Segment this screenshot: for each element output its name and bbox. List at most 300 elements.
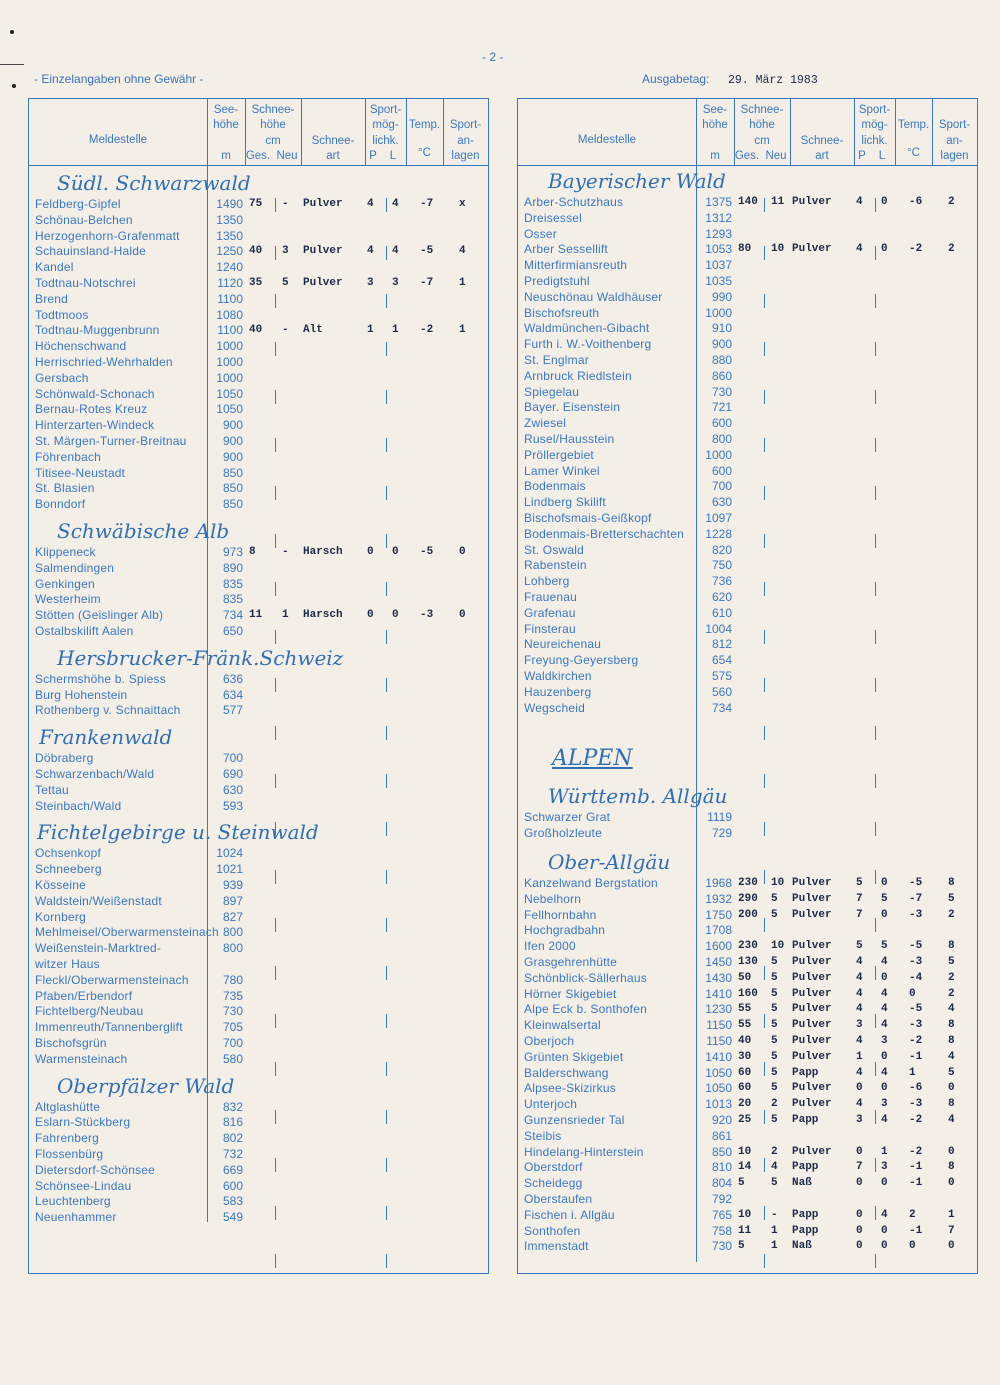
right-table-row [518, 258, 977, 274]
right-tick-sport [875, 438, 876, 452]
right-header-schneehoehe-2: höhe [749, 119, 775, 131]
snow-new-cm: 5 [282, 277, 289, 289]
altitude-m: 1410 [705, 1049, 732, 1064]
station-name: Oberstaufen [524, 1192, 593, 1206]
left-table-row [29, 1004, 488, 1020]
snow-new-cm: - [282, 198, 289, 210]
sport-piste: 5 [856, 877, 863, 889]
sport-facilities: 0 [459, 609, 466, 622]
left-tick-snow [275, 678, 276, 692]
altitude-m: 802 [222, 1131, 243, 1146]
altitude-m: 1230 [705, 1002, 732, 1017]
left-table-row [29, 957, 488, 973]
right-tick-sport [875, 918, 876, 932]
left-tick-snow [275, 1110, 276, 1124]
sport-piste: 4 [856, 956, 863, 968]
left-table-row [29, 213, 488, 229]
snow-total-cm: 40 [738, 1035, 752, 1047]
sport-loipe: 0 [881, 196, 888, 208]
right-header-seehoehe-unit: m [710, 150, 720, 162]
station-name: Todtmoos [35, 307, 89, 322]
left-tick-snow [275, 918, 276, 932]
right-header-schneehoehe-unit: cm [754, 135, 770, 147]
temperature-c: -3 [420, 609, 434, 622]
altitude-m: 850 [222, 497, 243, 512]
left-tick-sport [386, 822, 387, 836]
snow-type: Pulver [792, 956, 832, 968]
altitude-m: 732 [222, 1147, 243, 1161]
station-name: Feldberg-Gipfel [35, 197, 121, 211]
altitude-m: 730 [711, 384, 732, 399]
sport-loipe: 1 [881, 1145, 888, 1158]
right-table-row [518, 876, 977, 892]
station-name: Bodenmais-Bretterschachten [524, 526, 684, 541]
left-tick-sport [386, 1062, 387, 1076]
left-table-row [29, 1115, 488, 1131]
left-tick-sport [386, 918, 387, 932]
altitude-m: 1000 [216, 370, 243, 385]
temperature-c: -1 [909, 1177, 923, 1190]
station-name: Ostalbskilift Aalen [35, 624, 134, 638]
left-tick-snow [275, 1014, 276, 1028]
altitude-m: 1150 [706, 1034, 732, 1048]
right-table-row [518, 1145, 977, 1161]
station-name: Herrischried-Wehrhalden [35, 355, 173, 369]
sport-loipe: 4 [881, 987, 888, 1000]
altitude-m: 1240 [216, 260, 243, 275]
station-name: Immenstadt [524, 1239, 589, 1254]
altitude-m: 900 [222, 418, 243, 433]
station-name: Steinbach/Wald [35, 798, 122, 813]
station-name: St. Märgen-Turner-Breitnau [35, 434, 187, 448]
station-name: Immenreuth/Tannenberglift [35, 1020, 183, 1035]
snow-type: Pulver [792, 1003, 832, 1016]
altitude-m: 610 [711, 605, 732, 620]
station-name: Unterjoch [524, 1097, 578, 1112]
right-table-row [518, 908, 977, 924]
right-table-row [518, 810, 977, 826]
right-tick-sport [875, 198, 876, 212]
right-tick-snow [764, 1158, 765, 1172]
snow-total-cm: 55 [738, 1003, 752, 1016]
right-table-row [518, 369, 977, 385]
right-tick-snow [764, 198, 765, 212]
snow-type: Pulver [792, 1082, 832, 1095]
right-table-row [518, 1034, 977, 1050]
left-table-row [29, 910, 488, 926]
right-table-row [518, 574, 977, 590]
left-tick-sport [386, 1206, 387, 1220]
temperature-c: 2 [909, 1208, 916, 1221]
left-tick-sport [386, 246, 387, 260]
right-table-row [518, 1018, 977, 1034]
sport-piste: 4 [856, 971, 863, 984]
temperature-c: -1 [909, 1224, 923, 1237]
altitude-m: 750 [711, 558, 732, 573]
snow-total-cm: 160 [738, 987, 758, 1000]
snow-type: Naß [792, 1177, 812, 1190]
right-table-row [518, 1097, 977, 1113]
right-tick-snow [764, 534, 765, 548]
left-tick-snow [275, 726, 276, 740]
snow-total-cm: 55 [738, 1019, 752, 1032]
station-name: Kornberg [35, 909, 86, 924]
station-name: Hauzenberg [524, 684, 592, 699]
station-name: Steibis [524, 1128, 562, 1143]
altitude-m: 1120 [217, 276, 243, 290]
sport-loipe: 5 [881, 892, 888, 905]
sport-facilities: 2 [948, 243, 955, 256]
right-table-row [518, 637, 977, 653]
snow-type: Papp [792, 1224, 819, 1237]
sport-facilities: 5 [948, 892, 955, 905]
left-table-row [29, 1036, 488, 1052]
altitude-m: 835 [222, 576, 243, 591]
sport-piste: 0 [856, 1240, 863, 1253]
altitude-m: 577 [222, 703, 243, 718]
station-name: Mehlmeisel/Oberwarmensteinach [35, 925, 219, 940]
station-name: Dietersdorf-Schönsee [35, 1162, 156, 1177]
altitude-m: 700 [711, 479, 732, 494]
altitude-m: 810 [711, 1160, 732, 1175]
left-tick-snow [275, 246, 276, 260]
snow-total-cm: 14 [738, 1161, 752, 1174]
station-name: Schönau-Belchen [35, 212, 133, 227]
snow-new-cm: - [282, 546, 289, 558]
altitude-m: 920 [711, 1113, 732, 1127]
left-tick-snow [275, 822, 276, 836]
left-table-row [29, 688, 488, 704]
sport-piste: 4 [367, 245, 374, 258]
station-name: Westerheim [35, 592, 101, 607]
right-header-ges: Ges. [734, 150, 760, 162]
left-tick-snow [275, 438, 276, 452]
altitude-m: 580 [222, 1051, 243, 1066]
left-tick-sport [386, 1254, 387, 1268]
snow-new-cm: 1 [771, 1240, 778, 1253]
left-table-row [29, 1210, 488, 1226]
left-table-row [29, 941, 488, 957]
station-name: Predigtstuhl [524, 274, 590, 288]
snow-total-cm: 5 [738, 1240, 745, 1253]
right-table-row [518, 590, 977, 606]
right-tick-snow [764, 1206, 765, 1220]
altitude-m: 1750 [705, 907, 732, 922]
right-tick-sport [875, 966, 876, 980]
sport-loipe: 0 [881, 1240, 888, 1253]
altitude-m: 1375 [705, 195, 732, 209]
right-header-seehoehe-2: höhe [702, 119, 728, 131]
right-header-anlagen-2: an- [946, 135, 963, 147]
altitude-m: 1037 [705, 258, 732, 273]
left-tick-snow [275, 1254, 276, 1268]
left-header-schneehoehe-unit: cm [265, 135, 281, 147]
altitude-m: 654 [711, 653, 732, 668]
right-table-row [518, 1002, 977, 1018]
station-name: Bodenmais [524, 479, 586, 494]
left-tick-snow [275, 342, 276, 356]
left-header-schneeart: Schnee- [311, 135, 355, 147]
margin-dot-top [10, 30, 14, 34]
snow-type: Pulver [303, 245, 343, 258]
station-name: Titisee-Neustadt [35, 465, 126, 480]
sport-loipe: 3 [881, 1035, 888, 1047]
altitude-m: 600 [222, 1178, 243, 1193]
right-table-row [518, 274, 977, 290]
right-tick-sport [875, 1014, 876, 1028]
left-table-row [29, 481, 488, 497]
left-tick-sport [386, 438, 387, 452]
snow-total-cm: 290 [738, 892, 758, 905]
altitude-m: 1708 [705, 923, 732, 938]
altitude-m: 1053 [705, 242, 732, 257]
left-header-sport: Sport- [369, 104, 402, 116]
station-name: Neuenhammer [35, 1210, 117, 1225]
sport-piste: 4 [856, 1035, 863, 1047]
right-table-row [518, 923, 977, 939]
sport-loipe: 0 [881, 1224, 888, 1237]
left-table-row [29, 260, 488, 276]
left-tick-sport [386, 630, 387, 644]
station-name: Kösseine [35, 878, 86, 892]
left-tick-snow [275, 1158, 276, 1172]
snow-type: Papp [792, 1066, 819, 1079]
sport-facilities: 0 [948, 1177, 955, 1190]
altitude-m: 669 [222, 1162, 243, 1177]
altitude-m: 630 [222, 782, 243, 797]
station-name: Wegscheid [524, 700, 585, 715]
temperature-c: 1 [909, 1066, 916, 1079]
right-header-meldestelle: Meldestelle [577, 134, 637, 146]
temperature-c: -5 [420, 245, 434, 258]
sport-piste: 4 [856, 196, 863, 208]
right-table-row [518, 1081, 977, 1097]
left-table-row [29, 497, 488, 513]
right-tick-sport [875, 390, 876, 404]
left-header-ges: Ges. [245, 150, 271, 162]
sport-facilities: 4 [948, 1050, 955, 1063]
right-header-sport-3: lichk. [861, 135, 888, 147]
altitude-m: 1119 [707, 810, 732, 825]
altitude-m: 804 [711, 1176, 732, 1191]
right-tick-sport [875, 630, 876, 644]
left-header-sport-3: lichk. [372, 135, 399, 147]
snow-total-cm: 11 [738, 1224, 752, 1237]
station-name: witzer Haus [35, 957, 100, 971]
left-table-row [29, 1052, 488, 1068]
left-section-title: Frankenwald [39, 725, 173, 750]
left-header-schneehoehe-2: höhe [260, 119, 286, 131]
left-tick-sport [386, 726, 387, 740]
snow-new-cm: 5 [771, 987, 778, 1000]
sport-loipe: 5 [881, 940, 888, 953]
sport-piste: 5 [856, 940, 863, 953]
temperature-c: -7 [909, 892, 923, 905]
station-name: Fahrenberg [35, 1131, 100, 1146]
altitude-m: 705 [222, 1020, 243, 1035]
altitude-m: 860 [711, 368, 732, 383]
issue-date: 29. März 1983 [728, 74, 818, 87]
right-table-row [518, 622, 977, 638]
altitude-m: 634 [222, 687, 243, 702]
station-name: Ochsenkopf [35, 846, 102, 861]
left-table-row [29, 592, 488, 608]
station-name: Großholzleute [524, 826, 602, 841]
sport-piste: 0 [856, 1224, 863, 1237]
station-name: Rusel/Hausstein [524, 432, 615, 446]
altitude-m: 812 [711, 637, 732, 652]
station-name: Waldstein/Weißenstadt [35, 893, 162, 908]
station-name: Furth i. W.-Voithenberg [524, 337, 652, 352]
station-name: Waldkirchen [524, 669, 592, 683]
left-table-row [29, 1100, 488, 1116]
left-table-row [29, 989, 488, 1005]
station-name: Rabenstein [524, 558, 587, 573]
sport-loipe: 0 [881, 908, 888, 921]
sport-loipe: 3 [881, 1161, 888, 1174]
snow-total-cm: 130 [738, 956, 758, 968]
right-table-row [518, 416, 977, 432]
right-tick-sport [875, 1158, 876, 1172]
left-section-title: Oberpfälzer Wald [57, 1073, 235, 1098]
station-name: Arber Sessellift [524, 242, 608, 257]
station-name: Schwarzenbach/Wald [35, 767, 155, 781]
temperature-c: -2 [909, 1035, 923, 1047]
snow-new-cm: 5 [771, 1066, 778, 1079]
right-tick-sport [875, 774, 876, 788]
altitude-m: 910 [711, 321, 732, 336]
altitude-m: 1490 [216, 197, 243, 211]
station-name: Hochgradbahn [524, 923, 606, 938]
snow-new-cm: 5 [771, 1114, 778, 1126]
left-header-p: P [369, 150, 377, 162]
station-name: Warmensteinach [35, 1051, 128, 1066]
station-name: Lamer Winkel [524, 463, 600, 478]
station-name: Bischofsmais-Geißkopf [524, 511, 652, 525]
altitude-m: 1250 [216, 244, 243, 259]
left-table-row [29, 292, 488, 308]
altitude-m: 630 [711, 495, 732, 510]
snow-new-cm: 11 [771, 196, 785, 208]
sport-facilities: 8 [948, 1161, 955, 1174]
temperature-c: -3 [909, 1098, 923, 1111]
sport-loipe: 0 [881, 971, 888, 984]
temperature-c: -3 [909, 956, 923, 968]
sport-facilities: 5 [948, 1066, 955, 1079]
snow-type: Pulver [792, 243, 832, 256]
sport-facilities: 1 [459, 324, 466, 337]
station-name: Schönsee-Lindau [35, 1178, 132, 1193]
right-table-row [518, 685, 977, 701]
station-name: Fichtelberg/Neubau [35, 1004, 144, 1019]
left-header-seehoehe: See- [213, 104, 239, 116]
snow-new-cm: 2 [771, 1098, 778, 1111]
altitude-m: 1050 [705, 1065, 732, 1080]
altitude-m: 735 [222, 988, 243, 1003]
sport-facilities: 1 [948, 1208, 955, 1221]
sport-facilities: 8 [948, 1019, 955, 1032]
left-table-row [29, 862, 488, 878]
left-section-title: Fichtelgebirge u. Steinwald [37, 820, 319, 845]
sport-piste: 4 [856, 1003, 863, 1016]
station-name: Föhrenbach [35, 449, 102, 464]
right-tick-snow [764, 1254, 765, 1268]
station-name: Schwarzer Grat [524, 810, 611, 825]
station-name: St. Englmar [524, 353, 589, 367]
temperature-c: -2 [909, 1114, 923, 1126]
station-name: Bischofsreuth [524, 305, 600, 320]
right-table-row [518, 400, 977, 416]
left-table-row [29, 244, 488, 260]
station-name: St. Blasien [35, 481, 95, 496]
left-table-row [29, 846, 488, 862]
station-name: Neuschönau Waldhäuser [524, 289, 663, 304]
left-tick-sport [386, 486, 387, 500]
right-tick-snow [764, 822, 765, 836]
left-tick-sport [386, 342, 387, 356]
station-name: Leuchtenberg [35, 1194, 111, 1209]
altitude-m: 620 [711, 590, 732, 604]
sport-facilities: 1 [459, 277, 466, 289]
sport-facilities: 2 [948, 908, 955, 921]
station-name: Gersbach [35, 370, 89, 385]
left-table-row [29, 703, 488, 719]
sport-loipe: 4 [881, 956, 888, 968]
left-table-row [29, 672, 488, 688]
left-table-row [29, 894, 488, 910]
page-number: - 2 - [482, 50, 504, 64]
altitude-m: 800 [222, 925, 243, 940]
altitude-m: 1968 [705, 876, 732, 890]
altitude-m: 1450 [705, 955, 732, 969]
sport-loipe: 0 [881, 1082, 888, 1095]
temperature-c: 0 [909, 987, 916, 1000]
station-name: Hinterzarten-Windeck [35, 418, 155, 433]
left-table-row [29, 925, 488, 941]
right-tick-snow [764, 438, 765, 452]
station-name: Altglashütte [35, 1099, 101, 1114]
sport-facilities: 4 [459, 245, 466, 258]
right-table-row [518, 242, 977, 258]
altitude-m: 650 [222, 624, 243, 638]
snow-total-cm: 60 [738, 1082, 752, 1095]
sport-loipe: 3 [881, 1098, 888, 1111]
right-section-title: ALPEN [552, 746, 633, 772]
altitude-m: 1150 [706, 1018, 732, 1033]
snow-total-cm: 30 [738, 1050, 752, 1063]
left-header-sport-2: mög- [372, 119, 399, 131]
snow-type: Harsch [303, 546, 343, 558]
left-table-row [29, 434, 488, 450]
right-table-row [518, 606, 977, 622]
left-header-temp: Temp. [408, 119, 441, 131]
temperature-c: -5 [909, 1003, 923, 1016]
right-table-row [518, 464, 977, 480]
right-tick-sport [875, 342, 876, 356]
station-name: Kanzelwand Bergstation [524, 876, 658, 890]
sport-facilities: 8 [948, 877, 955, 889]
sport-facilities: 8 [948, 940, 955, 953]
right-table-row [518, 306, 977, 322]
left-header-schneeart-2: art [326, 150, 340, 162]
left-tick-sport [386, 1014, 387, 1028]
altitude-m: 780 [222, 972, 243, 987]
snow-new-cm: 5 [771, 908, 778, 921]
left-table-row [29, 387, 488, 403]
station-name: Mitterfirmiansreuth [524, 258, 628, 273]
right-header-sport-2: mög- [861, 119, 888, 131]
left-tick-sport [386, 390, 387, 404]
